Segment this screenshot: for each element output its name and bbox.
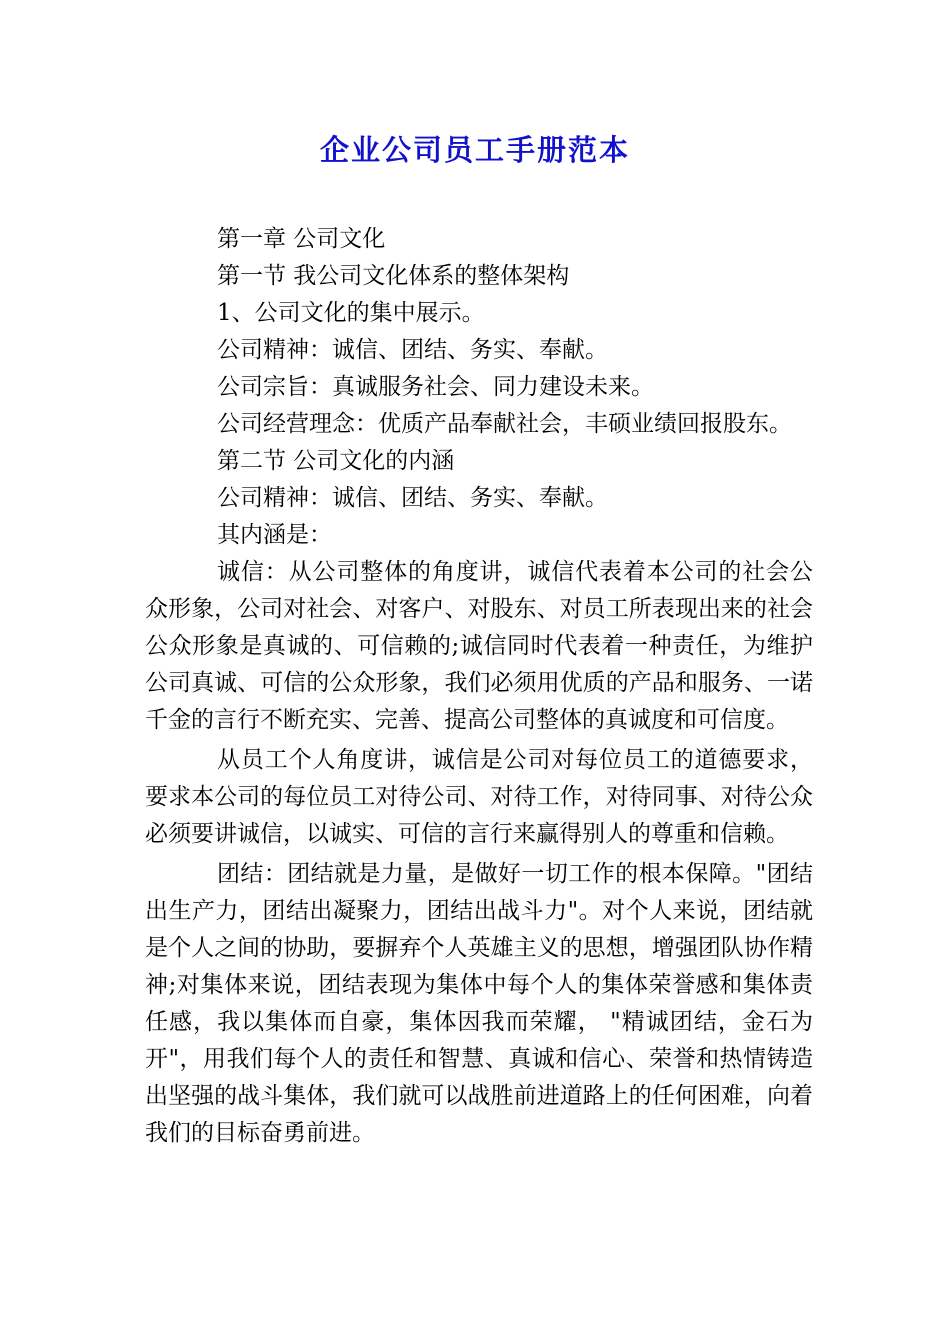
- connotation-intro: 其内涵是：: [217, 522, 332, 548]
- paragraph-integrity: 诚信：从公司整体的角度讲，诚信代表着本公司的社会公众形象，公司对社会、对客户、对股东、对员工所表现出来的社会公众形象是真诚的、可信赖的;诚信同时代表着一种责任，为维护公司真诚、可信的公众形象，我们必须用优质的产品和服务、一诺千金的言行不断充实、完善、提高公司整体的真诚度和可信度。: [145, 559, 813, 733]
- section-heading: 第二节 公司文化的内涵: [217, 448, 455, 474]
- section-heading: 第一节 我公司文化体系的整体架构: [217, 263, 570, 289]
- company-purpose-line: 公司宗旨：真诚服务社会、同力建设未来。: [217, 374, 654, 400]
- document-title: 企业公司员工手册范本: [319, 133, 630, 167]
- company-spirit-line: 公司精神：诚信、团结、务实、奉献。: [217, 485, 608, 511]
- document-body: [145, 221, 813, 1152]
- list-item: 1、公司文化的集中展示。: [217, 300, 485, 326]
- business-philosophy-line: 公司经营理念：优质产品奉献社会，丰硕业绩回报股东。: [217, 411, 792, 437]
- company-spirit-line: 公司精神：诚信、团结、务实、奉献。: [217, 337, 608, 363]
- paragraph-unity: 团结：团结就是力量，是做好一切工作的根本保障。"团结出生产力，团结出凝聚力，团结出战斗力"。对个人来说，团结就是个人之间的协助，要摒弃个人英雄主义的思想，增强团队协作精神;对集体来说，团结表现为集体中每个人的集体荣誉感和集体责任感，我以集体而自豪，集体因我而荣耀， "精诚团结，金石为开"，用我们每个人的责任和智慧、真诚和信心、荣誉和热情铸造出坚强的战斗集体，我们就可以战胜前进道路上的任何困难，向着我们的目标奋勇前进。: [145, 861, 813, 1146]
- paragraph-employee-integrity: 从员工个人角度讲，诚信是公司对每位员工的道德要求，要求本公司的每位员工对待公司、对待工作，对待同事、对待公众必须要讲诚信，以诚实、可信的言行来赢得别人的尊重和信赖。: [145, 747, 813, 847]
- chapter-heading: 第一章 公司文化: [217, 226, 386, 252]
